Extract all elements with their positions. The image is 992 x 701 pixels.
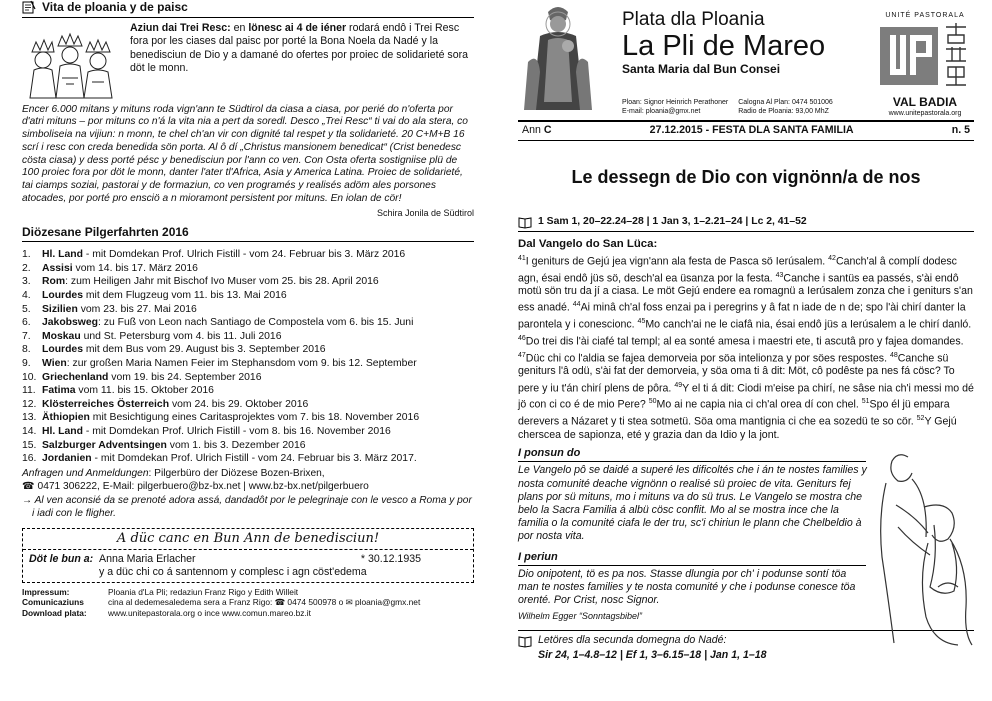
next-readings-refs: Sir 24, 1–4.8–12 | Ef 1, 3–6.15–18 | Jan 1, 1–18 bbox=[538, 648, 767, 661]
arrow-right-icon: → bbox=[22, 494, 33, 506]
up-logo-icon bbox=[876, 21, 974, 91]
list-item-text: Wien: zur großen Maria Namen Feier im Stephansdom vom 9. bis 12. September bbox=[42, 357, 417, 369]
three-kings-illustration bbox=[22, 22, 122, 100]
list-item-number: 3. bbox=[22, 276, 31, 288]
issue-date: 27.12.2015 - FESTA DLA SANTA FAMILIA bbox=[649, 124, 854, 136]
list-item-text: Hl. Land - mit Domdekan Prof. Ulrich Fistill - vom 24. Februar bis 3. März 2016 bbox=[42, 249, 406, 261]
verse-number: 46 bbox=[518, 334, 526, 342]
verse-number: 49 bbox=[674, 381, 683, 389]
imprint-value: www.unitepastorala.org o ince www.comun.mareo.bz.it bbox=[108, 607, 311, 618]
masthead bbox=[518, 0, 974, 120]
imprint-key: Impressum: bbox=[22, 586, 70, 597]
readings-line bbox=[518, 215, 974, 232]
verse-number: 50 bbox=[648, 398, 657, 406]
ponsun-title: I ponsun do bbox=[518, 447, 866, 462]
imprint-value: cina al dedemesaledema sera a Franz Rigo: ☎ 0474 500978 o ✉ ploania@gmx.net bbox=[108, 597, 421, 608]
gospel-title: Dal Vangelo do San Lüca: bbox=[518, 237, 658, 250]
list-item-place: Salzburger Adventsingen bbox=[42, 439, 167, 451]
note-text: Al ven aconsié da se prenoté adora assá, dandadôt por le pelegrinaje con le vesco a Roma y por i iadi con le fligher. bbox=[32, 494, 472, 519]
list-item-place: Hl. Land bbox=[42, 249, 83, 261]
logo-url: www.unitepastorala.org bbox=[888, 109, 962, 117]
ponsun-text: Le Vangelo pô se daidé a superé les dificoltés che i án te nostes families y nosta comunité deache vignönn o realisé sü proiec de vita. Geniturs fej plans por sü mituns, mo i mituns va do sü trus. Le Vangelo se mostra che belo la Sacra Familia á albü cösc conflit. Mo al se mostra ince che la familia o la comunité ciafa le der tru, sc'i chiriun le plann che Chelbeldio à por nosta vita. bbox=[518, 464, 867, 543]
three-kings-intro bbox=[22, 22, 474, 100]
madonna-statue-image bbox=[518, 2, 598, 114]
logo-top-text: UNITÉ PASTORALA bbox=[885, 12, 965, 19]
list-item-place: Moskau bbox=[42, 330, 81, 342]
section-header bbox=[22, 0, 474, 18]
gospel-text: $^{41}$I geniturs de Gejú jea vign'ann ala festa de Pasca sö Ierúsalem. $^{42}$Canch'al â complí dodesc agn, ésai endô jüs sö, desch'al ea üsanza por la festa. $^{43}$Canche i santüs ea passés, s'ài endô motü sön tru da jí a ciasa. Le möt Gejú endere ea romagnü a Ierúsalem zonza che i geniturs s'an ess anadé. $^{44}$Ai minâ ch'al foss enzai pa i peregrins y â fat n iade de n de; spo l'ài chirí danter la parontela y i conescionc. $^{45}$Mo canch'ai ne le ciafâ nia, ésai endô jüs a Ierúsalem a le chirí danló. $^{46}$Do trei dis l'ài ciafé tal templ; al ea sonté amesa i maestri ete, ti ascutâ pro y fajea domandes. $^{47}$Düc chi co l'aldia se fajea demorveia por söa intelionza y por söes respostes. $^{48}$Canche sü geniturs l'â odü, s'ài fat der demorveia, y söa oma ti â dit: Möt, cô podêste pa nes fá cösc? To pere y iu t'án chirí plens de pôra. $^{49}$Y el ti á dit: Ciodi m'eise pa chirí, ne sâse nia ch'i messi mo dé jö con ci co é de mio Pere? $^{50}$Mo ai ne capia nia ci ch'al orea dí con chel. $^{51}$Spo él jü empara derevers a Názaret y ti stea sotmetü. Söa oma mantignia ci che ea sozedü te so cör. $^{52}$Y Gejú cherscea de sapionza, eté y grazia dan da Idio y la jont. bbox=[518, 254, 974, 441]
left-page bbox=[22, 0, 474, 701]
list-item-number: 8. bbox=[22, 344, 31, 356]
list-item-place: Wien bbox=[42, 357, 67, 369]
pilgrimage-contact bbox=[22, 467, 474, 493]
verse-number: 52 bbox=[916, 415, 925, 423]
list-item-text: Griechenland vom 19. bis 24. September 2016 bbox=[42, 371, 262, 383]
list-item-number: 14. bbox=[22, 425, 37, 437]
list-item-place: Jordanien bbox=[42, 453, 92, 465]
intro-mid: en bbox=[230, 21, 249, 34]
contact-line-1: : Pilgerbüro der Diözese Bozen-Brixen, bbox=[148, 467, 325, 479]
list-item-number: 13. bbox=[22, 412, 37, 424]
contacts bbox=[622, 98, 833, 116]
list-item-place: Jakobsweg bbox=[42, 317, 99, 329]
imprint-key: Comunicaziuns bbox=[22, 597, 84, 608]
list-item-place: Lourdes bbox=[42, 290, 83, 301]
list-item bbox=[22, 303, 474, 317]
list-item-number: 10. bbox=[22, 371, 37, 383]
birthday-box-title: A düc canc en Bun Ann de benedisciun! bbox=[23, 531, 473, 550]
imprint bbox=[22, 587, 474, 619]
intro-text bbox=[130, 22, 474, 100]
list-item-text: Klösterreiches Österreich vom 24. bis 29. Oktober 2016 bbox=[42, 398, 309, 410]
list-item-number: 1. bbox=[22, 249, 31, 261]
list-item bbox=[22, 248, 474, 262]
list-item-number: 7. bbox=[22, 330, 31, 342]
section-title: Vita de ploania y de paisc bbox=[42, 0, 188, 14]
list-item-number: 5. bbox=[22, 303, 31, 315]
pilgrimage-list bbox=[22, 248, 474, 466]
list-item-number: 4. bbox=[22, 290, 31, 301]
masthead-text bbox=[622, 8, 825, 77]
birthday-label: Döt le bun a: bbox=[29, 552, 94, 565]
list-item-text: Sizilien vom 23. bis 27. Mai 2016 bbox=[42, 303, 197, 315]
contact-radio: Radio de Ploania: 93,00 MhZ bbox=[738, 108, 829, 115]
notepad-icon bbox=[22, 0, 36, 14]
imprint-value: Ploania d'La Pli; redaziun Franz Rigo y Edith Willeit bbox=[108, 586, 299, 597]
verse-number: 51 bbox=[861, 398, 870, 406]
list-item bbox=[22, 330, 474, 344]
list-item-place: Sizilien bbox=[42, 303, 78, 315]
list-item-text: Moskau und St. Petersburg vom 4. bis 11. Juli 2016 bbox=[42, 330, 282, 342]
pilgrimage-title: Diözesane Pilgerfahrten 2016 bbox=[22, 225, 474, 243]
list-item-place: Griechenland bbox=[42, 371, 109, 383]
readings-refs: 1 Sam 1, 20–22.24–28 | 1 Jan 3, 1–2.21–24 | Lc 2, 41–52 bbox=[538, 215, 807, 227]
bottom-area bbox=[518, 447, 974, 622]
birthday-wish: y a düc chi co á santennom y complesc i agn cöst'edema bbox=[99, 565, 367, 578]
masthead-subtitle: Plata dla Ploania bbox=[622, 9, 765, 30]
masthead-tagline: Santa Maria dal Bun Consei bbox=[622, 62, 781, 77]
imprint-key: Download plata: bbox=[22, 607, 87, 618]
verse-number: 48 bbox=[889, 351, 898, 359]
pilgrimage-note bbox=[22, 494, 474, 520]
list-item bbox=[22, 357, 474, 371]
verse-number: 41 bbox=[518, 254, 526, 262]
list-item-text: Salzburger Adventsingen vom 1. bis 3. Dezember 2016 bbox=[42, 439, 306, 451]
issue-year bbox=[522, 124, 551, 137]
contact-plan: Calogna Al Plan: 0474 501006 bbox=[738, 99, 833, 106]
list-item-text: Fatima vom 11. bis 15. Oktober 2016 bbox=[42, 385, 214, 397]
article-signature: Schira Jonila de Südtirol bbox=[376, 207, 474, 218]
verse-number: 42 bbox=[828, 254, 836, 262]
list-item-number: 2. bbox=[22, 262, 31, 274]
masthead-title: La Pli de Mareo bbox=[622, 30, 826, 63]
list-item bbox=[22, 425, 474, 439]
list-item-text: Jordanien - mit Domdekan Prof. Ulrich Fistill - vom 24. Februar bis 3. März 2017. bbox=[42, 453, 417, 465]
list-item-number: 11. bbox=[22, 385, 36, 397]
list-item-place: Äthiopien bbox=[42, 412, 90, 424]
list-item-number: 12. bbox=[22, 398, 37, 410]
list-item-text: Lourdes mit dem Flugzeug vom 11. bis 13. Mai 2016 bbox=[42, 290, 287, 301]
contact-line-2: 0471 306222, E-Mail: pilgerbuero@bz-bx.net | www.bz-bx.net/pilgerbuero bbox=[37, 480, 369, 492]
list-item-number: 6. bbox=[22, 317, 31, 329]
birthday-box bbox=[22, 528, 474, 583]
imprint-row bbox=[22, 587, 474, 598]
list-item bbox=[22, 289, 474, 303]
list-item-place: Klösterreiches Österreich bbox=[42, 398, 170, 410]
verse-number: 45 bbox=[637, 318, 646, 326]
list-item-text: Jakobsweg: zu Fuß von Leon nach Santiago de Compostela vom 6. bis 15. Juni bbox=[42, 317, 414, 329]
intro-rest: rodará endô i Trei Resc fora por les ciases dal paisc por porté la Bona Noela da Nadé y la benedisciun de Dio y a damané do ofertes por proiec de solidarieté sora döt le monn. bbox=[130, 21, 469, 74]
list-item bbox=[22, 411, 474, 425]
periun-text: Dio onipotent, tö es pa nos. Stasse dlungia por ch' i podunse sontí töa man te nostes families y te nosta comunité y che i podunse conesce töa orenté. Por Crist, nosc Signor. bbox=[518, 568, 856, 607]
list-item-place: Lourdes bbox=[42, 344, 83, 356]
birthday-name: Anna Maria Erlacher bbox=[99, 552, 196, 565]
list-item-text: Rom: zum Heiligen Jahr mit Bischof Ivo Muser vom 25. bis 28. April 2016 bbox=[42, 276, 379, 288]
holy-family-illustration bbox=[868, 447, 974, 647]
unite-pastorala-logo bbox=[876, 12, 974, 120]
birthday-row bbox=[29, 553, 467, 579]
logo-name: VAL BADIA bbox=[892, 95, 958, 110]
imprint-row bbox=[22, 597, 474, 608]
issue-number: n. 5 bbox=[951, 124, 970, 136]
list-item bbox=[22, 452, 474, 466]
list-item bbox=[22, 384, 474, 398]
list-item bbox=[22, 316, 474, 330]
list-item bbox=[22, 371, 474, 385]
verse-number: 44 bbox=[572, 301, 581, 309]
list-item-text: Lourdes mit dem Bus vom 29. August bis 3. September 2016 bbox=[42, 344, 326, 356]
open-book-icon bbox=[518, 215, 532, 229]
list-item bbox=[22, 275, 474, 289]
list-item bbox=[22, 262, 474, 276]
periun-title: I periun bbox=[518, 551, 866, 566]
issue-year-letter: C bbox=[543, 124, 552, 136]
list-item-number: 15. bbox=[22, 439, 37, 451]
issue-bar bbox=[518, 120, 974, 141]
list-item-text: Äthiopien mit Besichtigung eines Caritasprojektes vom 7. bis 18. November 2016 bbox=[42, 412, 420, 424]
page-title: Le dessegn de Dio con vignönn/a de nos bbox=[571, 166, 921, 187]
issue-year-label: Ann bbox=[522, 124, 541, 136]
intro-bold: Aziun dai Trei Resc: bbox=[130, 21, 231, 34]
list-item-text: Hl. Land - mit Domdekan Prof. Ulrich Fistill - vom 8. bis 16. November 2016 bbox=[42, 425, 391, 437]
verse-number: 43 bbox=[775, 271, 784, 279]
birthday-date: * 30.12.1935 bbox=[360, 552, 421, 565]
open-book-icon bbox=[518, 634, 532, 648]
list-item-number: 16. bbox=[22, 453, 37, 465]
intro-date: lönesc ai 4 de iéner bbox=[248, 21, 347, 34]
list-item bbox=[22, 398, 474, 412]
contact-ploan: Ploan: Signor Heinrich Perathoner bbox=[622, 99, 729, 106]
quote-signature: Wilhelm Egger “Sonntagsbibel” bbox=[518, 610, 642, 621]
list-item-place: Fatima bbox=[42, 385, 76, 397]
contact-email: E-mail: ploania@gmx.net bbox=[622, 108, 701, 115]
next-readings-title: Letöres dla secunda domegna do Nadé: bbox=[538, 634, 727, 647]
contact-label: Anfragen und Anmeldungen bbox=[22, 467, 149, 479]
list-item bbox=[22, 439, 474, 453]
list-item-place: Rom bbox=[42, 276, 66, 288]
list-item-text: Assisi vom 14. bis 17. März 2016 bbox=[42, 262, 198, 274]
kings-article: Encer 6.000 mitans y mituns roda vign'ann te Südtirol da ciasa a ciasa, por perié do n'oferta por d'atri mituns – por mituns co n'á la vita nia a pert da soredl. Desco „Trei Resc“ ti vai do ala stera, co simboliseia na vijiun: n monn, te chel ch'an vir con dignité tal respet y tla solidarieté. 20 C+M+B 16 scrí i resc con creda benedida sön porta. Al ô dí „Christus mansionem benedicat“ (Crist benedesc cösta ciasa) y dess porté pésc y benedisciun por l'ann co ven. Con Osta oferta sostigniise plü de 100 proiec fora por döt le monn, danter l'ater tl'Africa, Asia y America Latina. Proiec de solidarieté, tai ciamps soziai, pastorai y de formaziun, co ven programés y realisés adöm ales porsones atocades, por porté pro ensciö a n mioramont persistent por mituns. En iolan de cör! bbox=[22, 103, 468, 204]
list-item-number: 9. bbox=[22, 357, 31, 369]
list-item bbox=[22, 343, 474, 357]
list-item-place: Assisi bbox=[42, 262, 73, 274]
imprint-row bbox=[22, 608, 474, 619]
list-item-place: Hl. Land bbox=[42, 425, 83, 437]
verse-number: 47 bbox=[518, 351, 526, 359]
right-page bbox=[518, 0, 974, 701]
phone-icon: ☎ bbox=[22, 480, 35, 492]
